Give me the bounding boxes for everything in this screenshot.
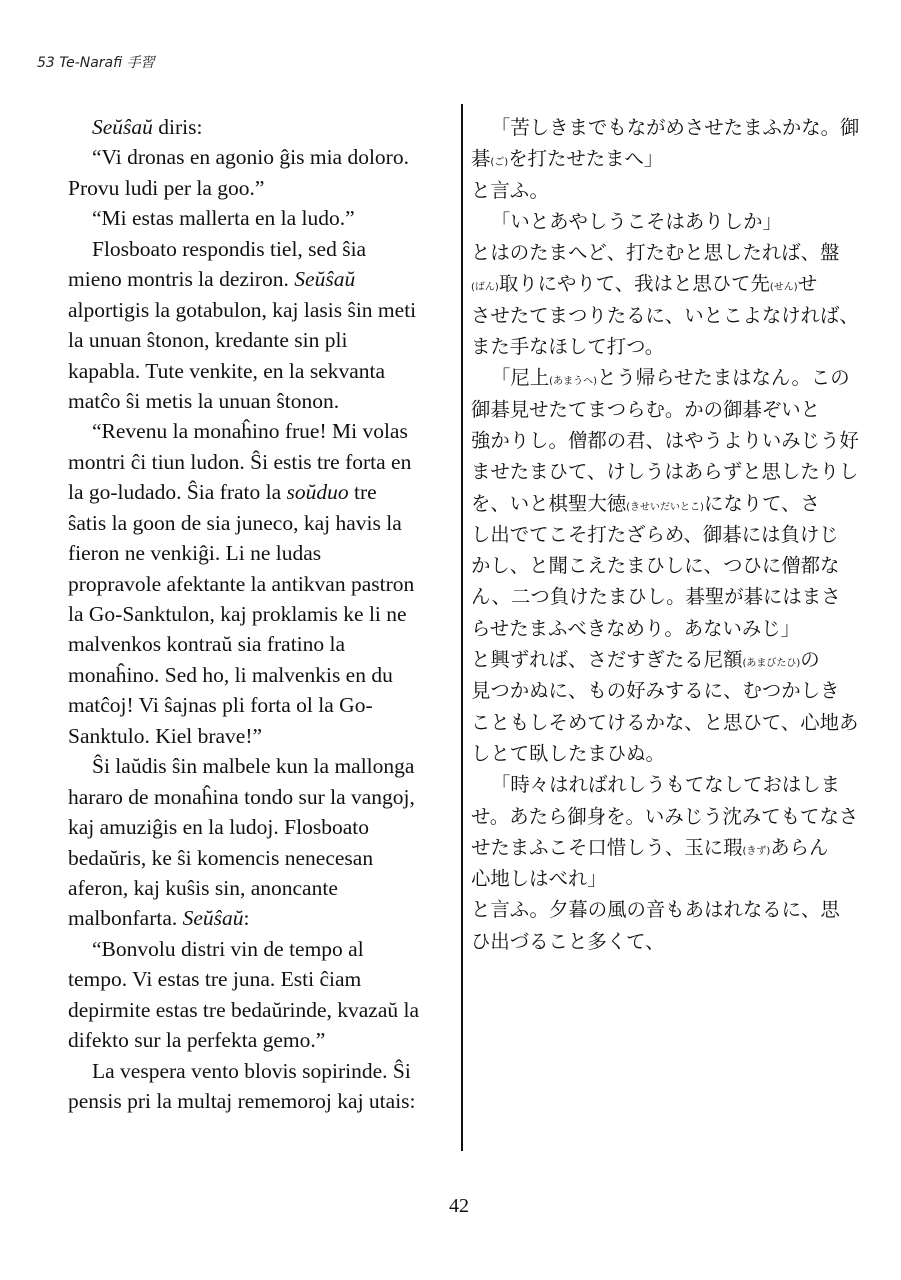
text-line — [68, 142, 458, 172]
text-line — [68, 599, 458, 629]
text-segment: montri ĉi tiun ludon. Ŝi estis tre forta en — [68, 449, 412, 474]
text-line — [471, 738, 871, 769]
text-line — [471, 112, 871, 143]
text-segment: 心地しはべれ」 — [471, 867, 607, 891]
text-segment: “Revenu la monaĥino frue! Mi volas — [92, 419, 408, 444]
text-segment: と言ふ。 — [471, 178, 549, 202]
column-divider — [461, 104, 463, 1151]
text-segment: bedaŭris, ke ŝi komencis nenecesan — [68, 845, 374, 870]
text-line — [68, 751, 458, 781]
text-segment: “Vi dronas en agonio ĝis mia doloro. — [92, 145, 409, 170]
text-line — [471, 456, 871, 487]
text-segment: pensis pri la multaj rememoroj kaj utais: — [68, 1089, 416, 1113]
text-line — [471, 581, 871, 612]
text-line — [68, 934, 458, 964]
text-line — [68, 964, 458, 994]
text-segment: malvenkos kontraŭ sia fratino la — [68, 632, 346, 657]
text-segment: らせたまふべきなめり。あないみじ」 — [471, 616, 801, 640]
text-segment: mieno montris la deziron. — [68, 267, 295, 292]
ruby-annotation: (ばん) — [471, 282, 499, 294]
text-line — [471, 832, 871, 863]
text-segment: の — [800, 648, 820, 672]
text-line — [471, 425, 871, 456]
text-line — [68, 264, 458, 294]
text-line — [68, 386, 458, 416]
text-segment: depirmite estas tre bedaŭrinde, kvazaŭ la — [68, 997, 420, 1022]
text-line — [471, 362, 871, 393]
text-segment: aferon, kaj kuŝis sin, anoncante — [68, 875, 338, 900]
text-segment: fieron ne venkiĝi. Li ne ludas — [68, 541, 322, 566]
text-segment: と興ずれば、さだすぎたる尼額 — [471, 648, 743, 672]
text-line — [68, 903, 458, 933]
text-segment: とう帰らせたまはなん。この — [596, 366, 850, 390]
text-segment: かし、と聞こえたまひしに、つひに僧都な — [471, 554, 840, 578]
text-segment: を打たせたまへ」 — [508, 147, 664, 171]
text-line — [471, 394, 871, 425]
italic-text: Seŭŝaŭ — [182, 906, 244, 931]
text-line — [68, 1025, 458, 1055]
text-line — [471, 926, 871, 957]
text-line — [68, 203, 458, 233]
text-segment: propravole afektante la antikvan pastron — [68, 571, 415, 596]
text-segment: 御碁見せたてまつらむ。かの御碁ぞいと — [471, 397, 821, 421]
text-line — [68, 569, 458, 599]
text-segment: la Go-Sanktulon, kaj proklamis ke li ne — [68, 602, 407, 626]
text-segment: Provu ludi per la goo.” — [68, 175, 265, 200]
text-segment: kapabla. Tute venkite, en la sekvanta — [68, 358, 386, 383]
text-line — [471, 707, 871, 738]
text-line — [68, 1056, 458, 1086]
text-segment: “Bonvolu distri vin de tempo al — [92, 936, 364, 961]
text-segment: la go-ludado. Ŝia frato la — [68, 480, 287, 505]
esperanto-column — [68, 112, 458, 1116]
text-segment: hararo de monaĥina tondo sur la vangoj, — [68, 784, 415, 809]
text-line — [68, 356, 458, 386]
ruby-annotation: (せん) — [769, 282, 798, 294]
italic-text: Seŭŝaŭ — [92, 115, 153, 139]
text-segment: matĉoj! Vi ŝajnas pli forta ol la Go- — [68, 693, 373, 718]
text-line — [471, 769, 871, 800]
text-line — [68, 173, 458, 203]
text-line — [68, 843, 458, 873]
ruby-annotation: (あまびたひ) — [742, 658, 801, 670]
text-line — [68, 690, 458, 720]
italic-text: Seŭŝaŭ — [294, 267, 356, 292]
text-segment: こともしそめてけるかな、と思ひて、心地あ — [471, 710, 859, 734]
text-segment: せたまふこそ口惜しう、玉に瑕 — [471, 835, 743, 859]
text-segment: せ。あたら御身を。いみじう沈みてもてなさ — [471, 804, 859, 828]
text-line — [471, 331, 871, 362]
text-segment: Ŝi laŭdis ŝin malbele kun la mallonga — [92, 754, 415, 779]
text-segment: を、いと棋聖大徳 — [471, 491, 627, 515]
text-segment: し出でてこそ打たざらめ、御碁には負けじ — [471, 522, 839, 546]
text-line — [68, 782, 458, 812]
text-line — [68, 325, 458, 355]
text-segment: しとて臥したまひぬ。 — [471, 741, 665, 765]
text-segment: kaj amuziĝis en la ludoj. Flosboato — [68, 815, 369, 840]
text-line — [471, 268, 871, 299]
text-line — [68, 812, 458, 842]
text-line — [471, 206, 871, 237]
text-segment: せ — [797, 272, 818, 296]
text-segment: 見つかぬに、もの好みするに、むつかしき — [471, 679, 840, 703]
text-line — [471, 300, 871, 331]
text-segment: ひ出づること多くて、 — [471, 929, 665, 953]
text-line — [471, 237, 871, 268]
text-segment: Sanktulo. Kiel brave!” — [68, 723, 263, 748]
text-line — [68, 234, 458, 264]
text-segment: 「いとあやしうこそはありしか」 — [491, 209, 782, 233]
text-segment: la unuan ŝtonon, kredante sin pli — [68, 328, 348, 353]
text-line — [471, 894, 871, 925]
text-segment: matĉo ŝi metis la unuan ŝtonon. — [68, 388, 340, 413]
text-line — [68, 508, 458, 538]
text-line — [471, 644, 871, 675]
text-segment: 碁 — [471, 147, 491, 171]
text-segment: monaĥino. Sed ho, li malvenkis en du — [68, 662, 393, 687]
text-line — [68, 873, 458, 903]
text-segment: : — [243, 906, 250, 931]
text-segment: ん、二つ負けたまひし。碁聖が碁にはまさ — [471, 585, 841, 609]
text-segment: 強かりし。僧都の君、はやうよりいみじう好 — [471, 428, 859, 452]
ruby-annotation: (きず) — [742, 845, 771, 857]
ruby-annotation: (あまうへ) — [549, 376, 597, 388]
text-segment: と言ふ。夕暮の風の音もあはれなるに、思 — [471, 898, 840, 922]
text-line — [471, 175, 871, 206]
text-line — [68, 416, 458, 446]
text-line — [471, 863, 871, 894]
text-segment: diris: — [152, 115, 203, 139]
text-segment: alportigis la gotabulon, kaj lasis ŝin meti — [68, 297, 417, 322]
text-segment: difekto sur la perfekta gemo.” — [68, 1028, 326, 1053]
text-line — [68, 1086, 458, 1116]
text-segment: 「苦しきまでもながめさせたまふかな。御 — [491, 116, 860, 139]
text-line — [471, 550, 871, 581]
text-segment: La vespera vento blovis sopirinde. Ŝi — [92, 1058, 411, 1083]
text-line — [68, 629, 458, 659]
text-segment: あらん — [770, 835, 829, 859]
text-segment: とはのたまへど、打たむと思したれば、盤 — [471, 241, 840, 265]
text-line — [471, 519, 871, 550]
text-line — [471, 801, 871, 832]
text-segment: ませたまひて、けしうはあらずと思したりし — [471, 460, 859, 484]
text-segment: また手なほして打つ。 — [471, 335, 665, 359]
text-line — [68, 660, 458, 690]
running-header: 53 Te-Narafi 手習 — [37, 55, 155, 71]
text-line — [68, 477, 458, 507]
page-number: 42 — [449, 1195, 469, 1217]
text-segment: させたてまつりたるに、いとこよなければ、 — [471, 303, 859, 327]
text-segment: “Mi estas mallerta en la ludo.” — [92, 206, 355, 231]
japanese-column — [471, 112, 871, 957]
text-line — [471, 143, 871, 174]
text-segment: 「時々はればれしうもてなしておはしま — [491, 773, 841, 797]
text-segment: 「尼上 — [491, 366, 550, 390]
italic-text: soŭduo — [286, 480, 349, 505]
text-line — [68, 995, 458, 1025]
text-segment: ŝatis la goon de sia juneco, kaj havis la — [68, 510, 402, 535]
text-segment: malbonfarta. — [68, 906, 183, 931]
text-line — [68, 447, 458, 477]
text-line — [68, 112, 458, 142]
text-segment: tempo. Vi estas tre juna. Esti ĉiam — [68, 967, 362, 992]
text-line — [471, 613, 871, 644]
text-line — [471, 488, 871, 519]
text-line — [471, 675, 871, 706]
text-line — [68, 538, 458, 568]
text-line — [68, 295, 458, 325]
text-segment: tre — [348, 480, 377, 505]
text-segment: になりて、さ — [703, 491, 820, 515]
ruby-annotation: (ご) — [490, 157, 509, 169]
text-line — [68, 721, 458, 751]
text-segment: 取りにやりて、我はと思ひて先 — [498, 272, 770, 296]
text-segment: Flosboato respondis tiel, sed ŝia — [92, 236, 367, 261]
ruby-annotation: (きせいだいとこ) — [626, 501, 704, 513]
